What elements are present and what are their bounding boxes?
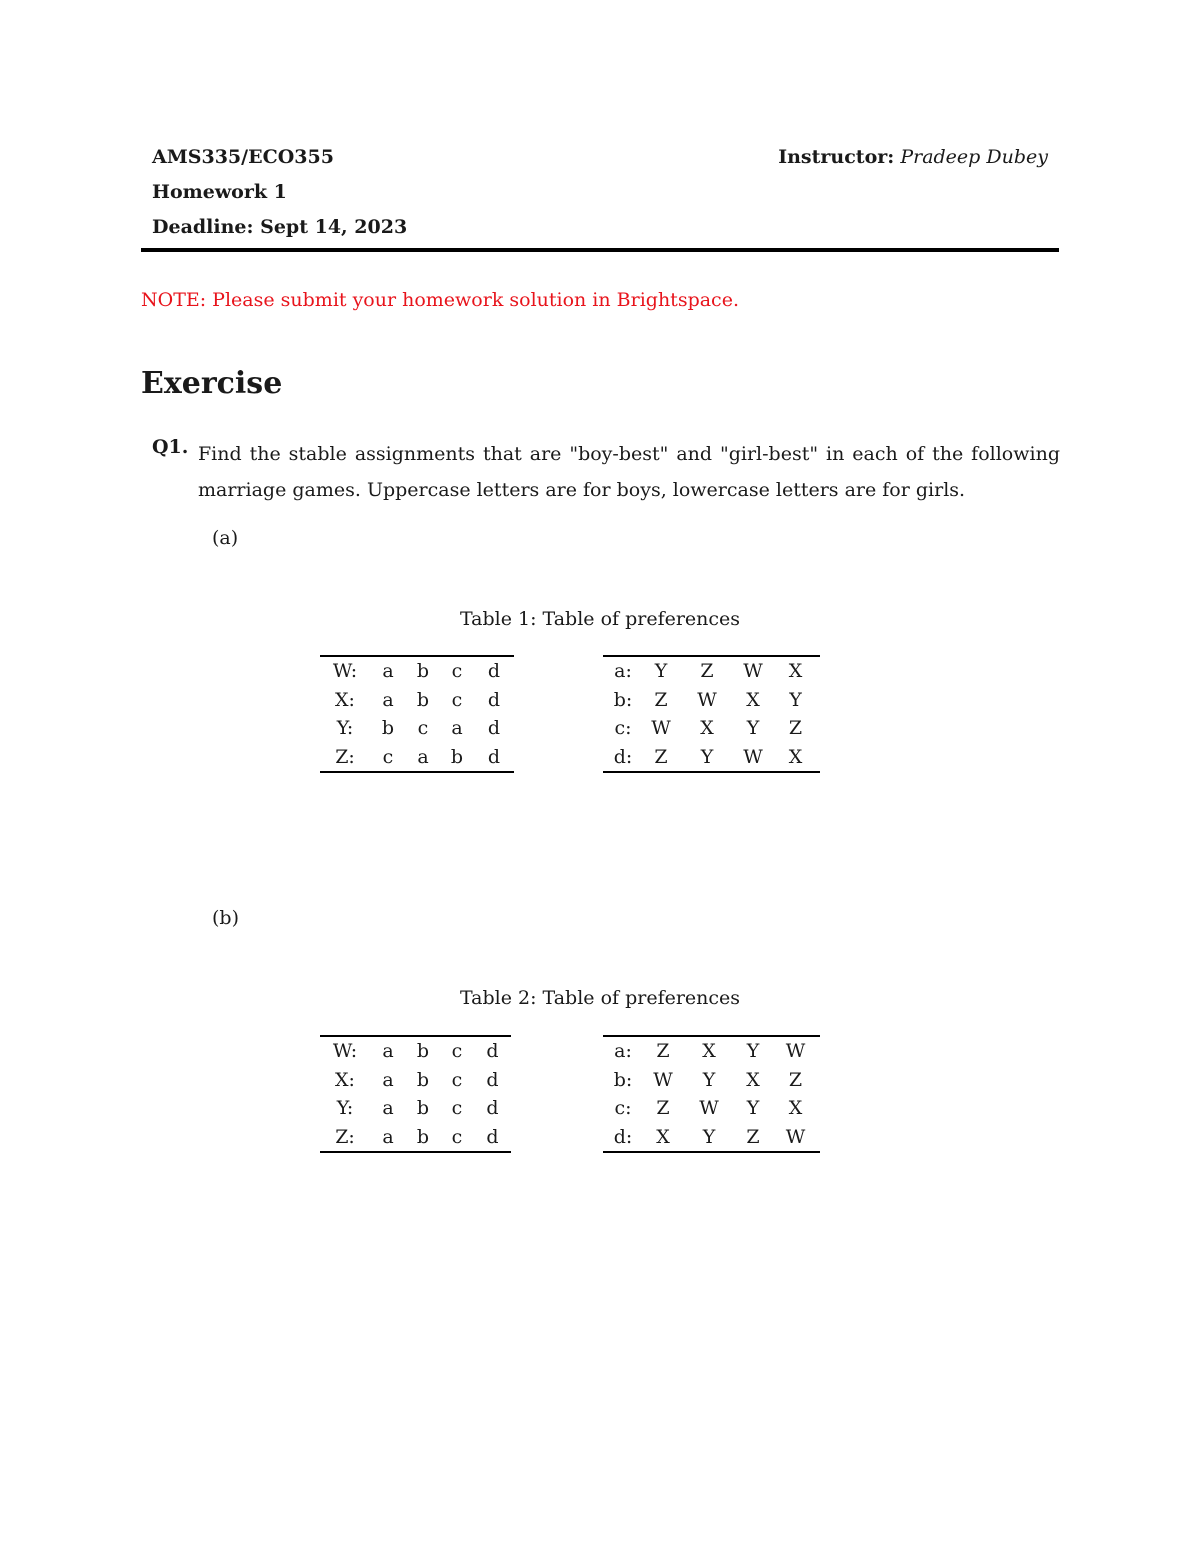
table-cell: W [651,717,671,740]
table-cell: W [653,1068,673,1091]
table-cell: d [487,745,501,768]
table-cell: b [416,1068,430,1091]
table-cell: c [451,688,463,711]
table-cell: Z [746,1125,760,1148]
table-cell: X [746,1068,760,1091]
table-cell: Y [702,1125,716,1148]
table-cell: c [451,1068,463,1091]
table-cell: Y: [336,717,354,740]
table-row [603,1123,820,1153]
table-cell: X [700,717,714,740]
table-cell: X: [335,688,355,711]
table-row [320,1036,511,1066]
table-cell: a [382,1125,394,1148]
table-cell: W [785,1040,806,1063]
table-cell: c [417,717,429,740]
table-cell: X [788,745,803,768]
table-cell: W [699,1097,719,1120]
header-rule [141,248,1059,252]
table-cell: a: [614,1040,632,1063]
submission-note: NOTE: Please submit your homework solution in Brightspace. [141,289,739,311]
table-cell: Z [700,660,714,683]
table-cell: d [486,1097,499,1120]
table-row [603,714,820,743]
table-cell: X [702,1040,716,1063]
table-2-girls [603,1035,820,1153]
table-cell: d [487,717,501,740]
table-cell: b [450,745,464,768]
table-1-caption: Table 1: Table of preferences [459,608,741,630]
table-row [320,656,514,686]
table-cell: W: [332,660,358,683]
table-cell: a [382,1068,394,1091]
table-cell: Z [654,745,668,768]
table-cell: Z: [335,1125,355,1148]
table-cell: a [382,1040,394,1063]
table-row [603,743,820,773]
table-row [320,743,514,773]
table-cell: c [451,1097,463,1120]
instructor [778,146,1048,168]
table-cell: Y [789,688,802,711]
table-cell: Y [746,1040,760,1063]
table-cell: Z [654,688,668,711]
table-cell: a [382,1097,394,1120]
table-row [603,1036,820,1066]
table-cell: b [416,660,430,683]
table-cell: c: [614,1097,632,1120]
table-cell: Y [746,717,760,740]
table-cell: a: [614,660,632,683]
instructor-name: Pradeep Dubey [900,146,1048,168]
table-cell: b: [613,1068,633,1091]
course-code: AMS335/ECO355 [152,146,334,168]
part-a-label: (a) [212,527,239,549]
table-cell: Z [788,717,803,740]
table-row [320,686,514,715]
homework-title: Homework 1 [152,181,287,203]
table-cell: a [382,660,394,683]
table-cell: d [487,660,501,683]
table-cell: c [451,660,463,683]
table-cell: c [451,1125,463,1148]
table-cell: b [416,1125,430,1148]
table-1-boys [320,655,514,773]
table-cell: c: [614,717,632,740]
table-2-boys [320,1035,511,1153]
table-cell: b: [613,688,633,711]
table-row [603,656,820,686]
table-cell: b [416,1097,430,1120]
table-cell: W [785,1125,806,1148]
table-cell: Y [702,1068,716,1091]
section-title: Exercise [141,366,283,401]
table-row [320,1094,511,1123]
deadline: Deadline: Sept 14, 2023 [152,216,408,238]
table-cell: c [451,1040,463,1063]
table-row [320,714,514,743]
table-cell: d: [613,1125,633,1148]
instructor-label: Instructor: [778,146,895,168]
table-row [603,1066,820,1095]
table-cell: Z [656,1097,670,1120]
table-row [603,686,820,715]
table-cell: Y [700,745,714,768]
table-row [320,1066,511,1095]
table-row [603,1094,820,1123]
table-cell: Y [654,660,668,683]
table-cell: X [788,1097,803,1120]
table-cell: Y: [336,1097,354,1120]
table-cell: W [743,745,763,768]
table-row [320,1123,511,1153]
question-label: Q1. [152,436,189,458]
table-cell: W: [332,1040,358,1063]
part-b-label: (b) [212,907,239,929]
question-text: Find the stable assignments that are "boy-best" and "girl-best" in each of the following marriage games. Uppercase letters are for boys, lowercase letters are for girls. [198,443,1060,501]
table-cell: a [382,688,394,711]
table-cell: X [656,1125,670,1148]
table-cell: d: [613,745,633,768]
table-cell: d [487,688,501,711]
table-cell: X [788,660,803,683]
table-cell: d [486,1068,499,1091]
table-cell: X [746,688,760,711]
table-cell: W [697,688,717,711]
table-cell: Z [656,1040,670,1063]
table-cell: b [381,717,395,740]
table-cell: a [417,745,429,768]
table-cell: d [486,1040,499,1063]
table-cell: b [416,688,430,711]
table-cell: Y [746,1097,760,1120]
table-1-girls [603,655,820,773]
table-cell: b [416,1040,430,1063]
table-cell: Z: [335,745,355,768]
table-2-caption: Table 2: Table of preferences [459,987,741,1009]
table-cell: Z [788,1068,803,1091]
table-cell: d [486,1125,499,1148]
table-cell: W [743,660,763,683]
table-cell: a [451,717,463,740]
table-cell: c [382,745,394,768]
table-cell: X: [335,1068,355,1091]
